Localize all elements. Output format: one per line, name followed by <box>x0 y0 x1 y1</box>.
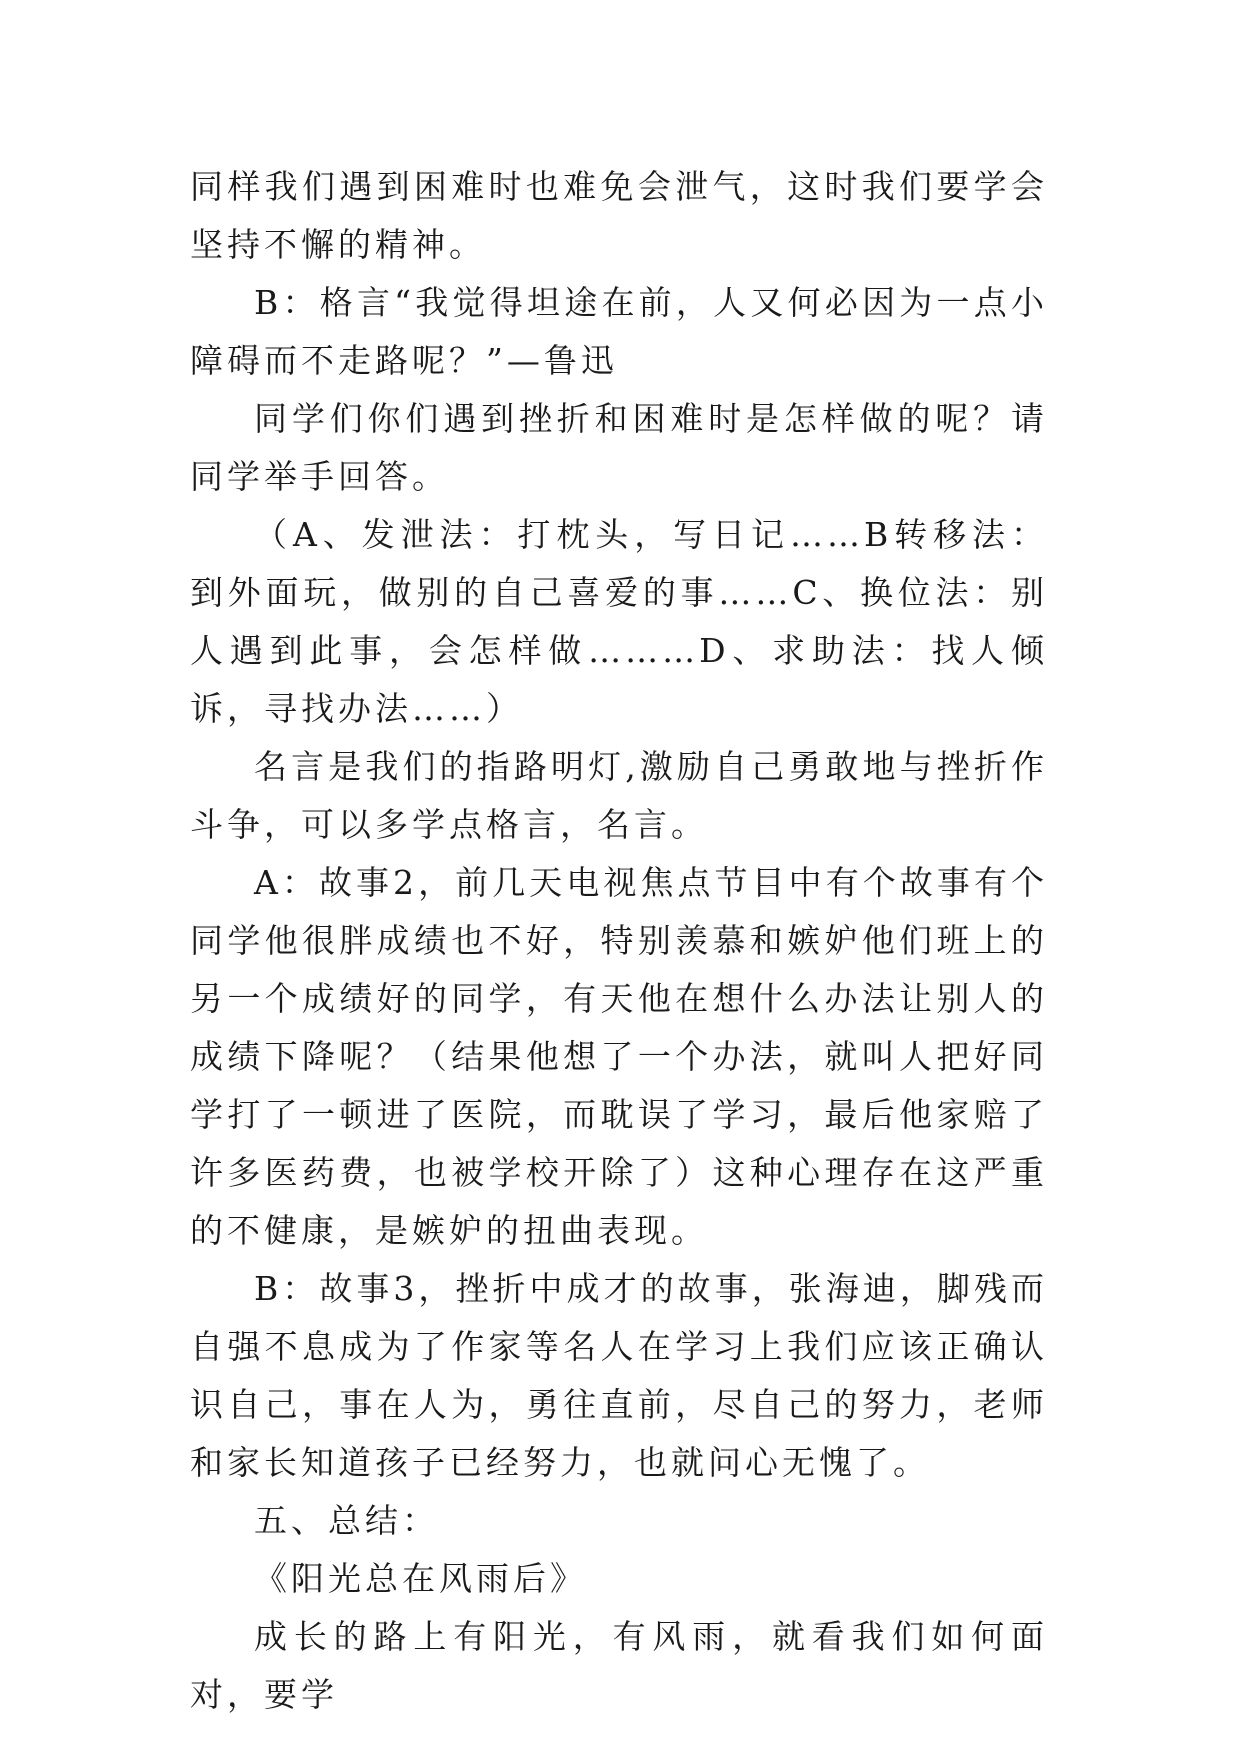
paragraph-story-3: B：故事3，挫折中成才的故事，张海迪，脚残而自强不息成为了作家等名人在学习上我们应该正确认识自己，事在人为，勇往直前，尽自己的努力，老师和家长知道孩子已经努力，也就问心无愧了。 <box>190 1269 1048 1482</box>
section-heading-summary: 五、总结： <box>254 1501 439 1540</box>
paragraph-persistence: 同样我们遇到困难时也难免会泄气，这时我们要学会坚持不懈的精神。 <box>190 167 1048 264</box>
paragraph-methods: （A、发泄法：打枕头，写日记……B转移法：到外面玩，做别的自己喜爱的事……C、换位法：别人遇到此事，会怎样做………D、求助法：找人倾诉，寻找办法……） <box>190 515 1048 728</box>
body-text <box>190 158 1048 1724</box>
poem-title: 《阳光总在风雨后》 <box>254 1559 587 1598</box>
paragraph-story-2: A：故事2，前几天电视焦点节目中有个故事有个同学他很胖成绩也不好，特别羡慕和嫉妒他们班上的另一个成绩好的同学，有天他在想什么办法让别人的成绩下降呢？（结果他想了一个办法，就叫人把好同学打了一顿进了医院，而耽误了学习，最后他家赔了许多医药费，也被学校开除了）这种心理存在这严重的不健康，是嫉妒的扭曲表现。 <box>190 863 1048 1250</box>
paragraph-mottos: 名言是我们的指路明灯,激励自己勇敢地与挫折作斗争，可以多学点格言，名言。 <box>190 747 1048 844</box>
paragraph-quote-luxun: B：格言“我觉得坦途在前，人又何必因为一点小障碍而不走路呢？”—鲁迅 <box>190 283 1048 380</box>
paragraph-growth: 成长的路上有阳光，有风雨，就看我们如何面对，要学 <box>190 1617 1048 1714</box>
paragraph-question: 同学们你们遇到挫折和困难时是怎样做的呢？请同学举手回答。 <box>190 399 1048 496</box>
